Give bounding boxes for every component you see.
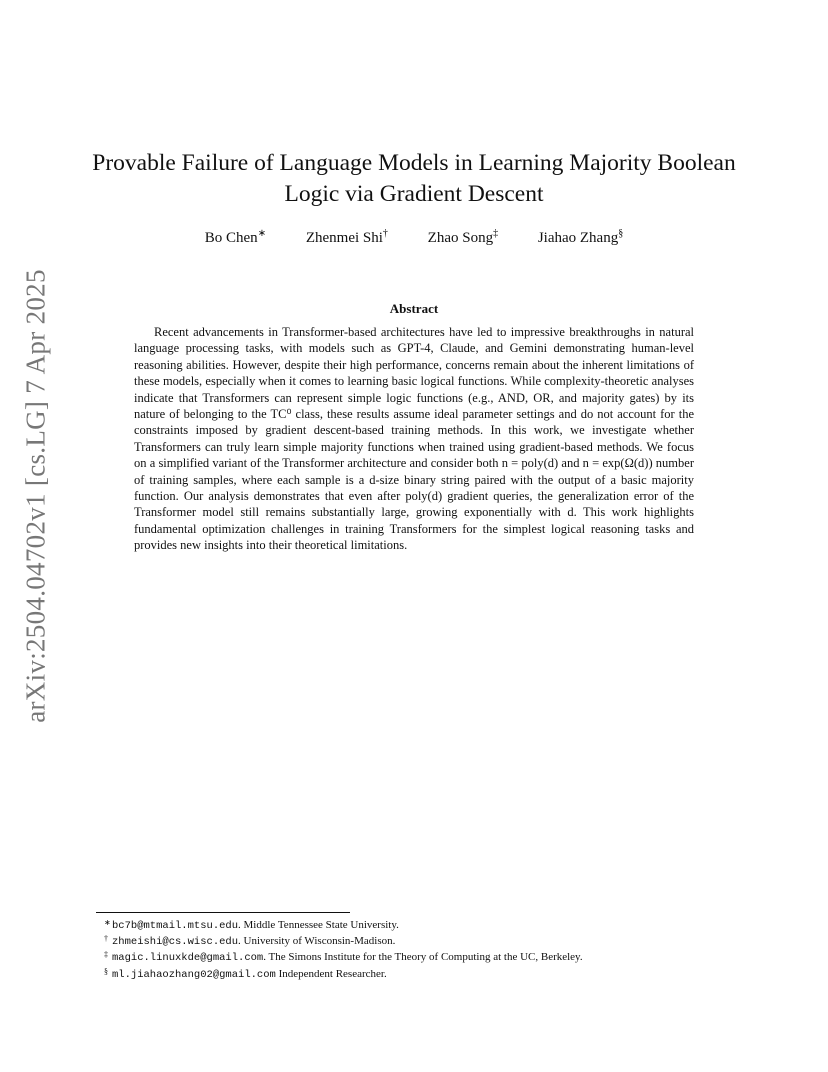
footnote-email: magic.linuxkde@gmail.com [112, 952, 264, 965]
arxiv-stamp-text: arXiv:2504.04702v1 [cs.LG] 7 Apr 2025 [20, 269, 51, 723]
author-list [0, 228, 828, 247]
author-name: Jiahao Zhang [537, 230, 619, 246]
footnote-affiliation: Independent Researcher. [275, 967, 387, 980]
author [306, 228, 388, 247]
footnote-mark: § [104, 966, 108, 976]
footnote-divider [96, 912, 350, 913]
footnote-affiliation: . University of Wisconsin-Madison. [238, 935, 396, 948]
footnotes [104, 918, 752, 983]
author-name: Zhenmei Shi [305, 230, 383, 246]
footnote-email: bc7b@mtmail.mtsu.edu [112, 920, 239, 932]
footnote [104, 934, 752, 950]
footnote-email: ml.jiahaozhang02@gmail.com [112, 968, 276, 981]
footnote-email: zhmeishi@cs.wisc.edu [112, 936, 239, 949]
footnote-mark: ∗ [104, 918, 111, 927]
footnote-mark: ‡ [104, 950, 108, 960]
author-name: Bo Chen [204, 230, 258, 246]
footnote-affiliation: . The Simons Institute for the Theory of Computing at the UC, Berkeley. [263, 951, 583, 964]
footnote [104, 950, 752, 966]
author [205, 228, 266, 247]
abstract-heading: Abstract [389, 301, 439, 316]
footnote-affiliation: . Middle Tennessee State University. [238, 919, 399, 931]
author-footnote-mark: § [618, 228, 624, 239]
author-footnote-mark: ‡ [493, 228, 499, 239]
author-footnote-mark: † [382, 228, 388, 239]
author [538, 228, 623, 247]
footnote [104, 918, 752, 934]
author-name: Zhao Song [427, 230, 494, 246]
author-footnote-mark: ∗ [257, 228, 267, 239]
footnote-mark: † [104, 934, 108, 944]
paper-title: Provable Failure of Language Models in Learning Majority Boolean Logic via Gradient Descent [92, 150, 736, 207]
footnote [104, 966, 752, 983]
author [428, 228, 498, 247]
abstract-text: Recent advancements in Transformer-based architectures have led to impressive breakthroughs in natural language processing tasks, with models such as GPT-4, Claude, and Gemini demonstrating human-level reasoning abilities. However, despite their high performance, concerns remain about the inherent limitations of these models, especially when it comes to learning basic logical functions. While complexity-theoretic analyses indicate that Transformers can represent simple logic functions (e.g., AND, OR, and majority gates) by its nature of belonging to the TC⁰ class, these results assume ideal parameter settings and do not account for the constraints imposed by gradient descent-based training methods. In this work, we investigate whether Transformers can truly learn simple majority functions when trained using gradient-based methods. We focus on a simplified variant of the Transformer architecture and consider both n = poly(d) and n = exp(Ω(d)) number of training samples, where each sample is a d-size binary string paired with the output of a basic majority function. Our analysis demonstrates that even after poly(d) gradient queries, the generalization error of the Transformer model still remains substantially large, growing exponentially with d. This work highlights fundamental optimization challenges in training Transformers for the simplest logical reasoning tasks and provides new insights into their theoretical limitations. [134, 325, 694, 553]
